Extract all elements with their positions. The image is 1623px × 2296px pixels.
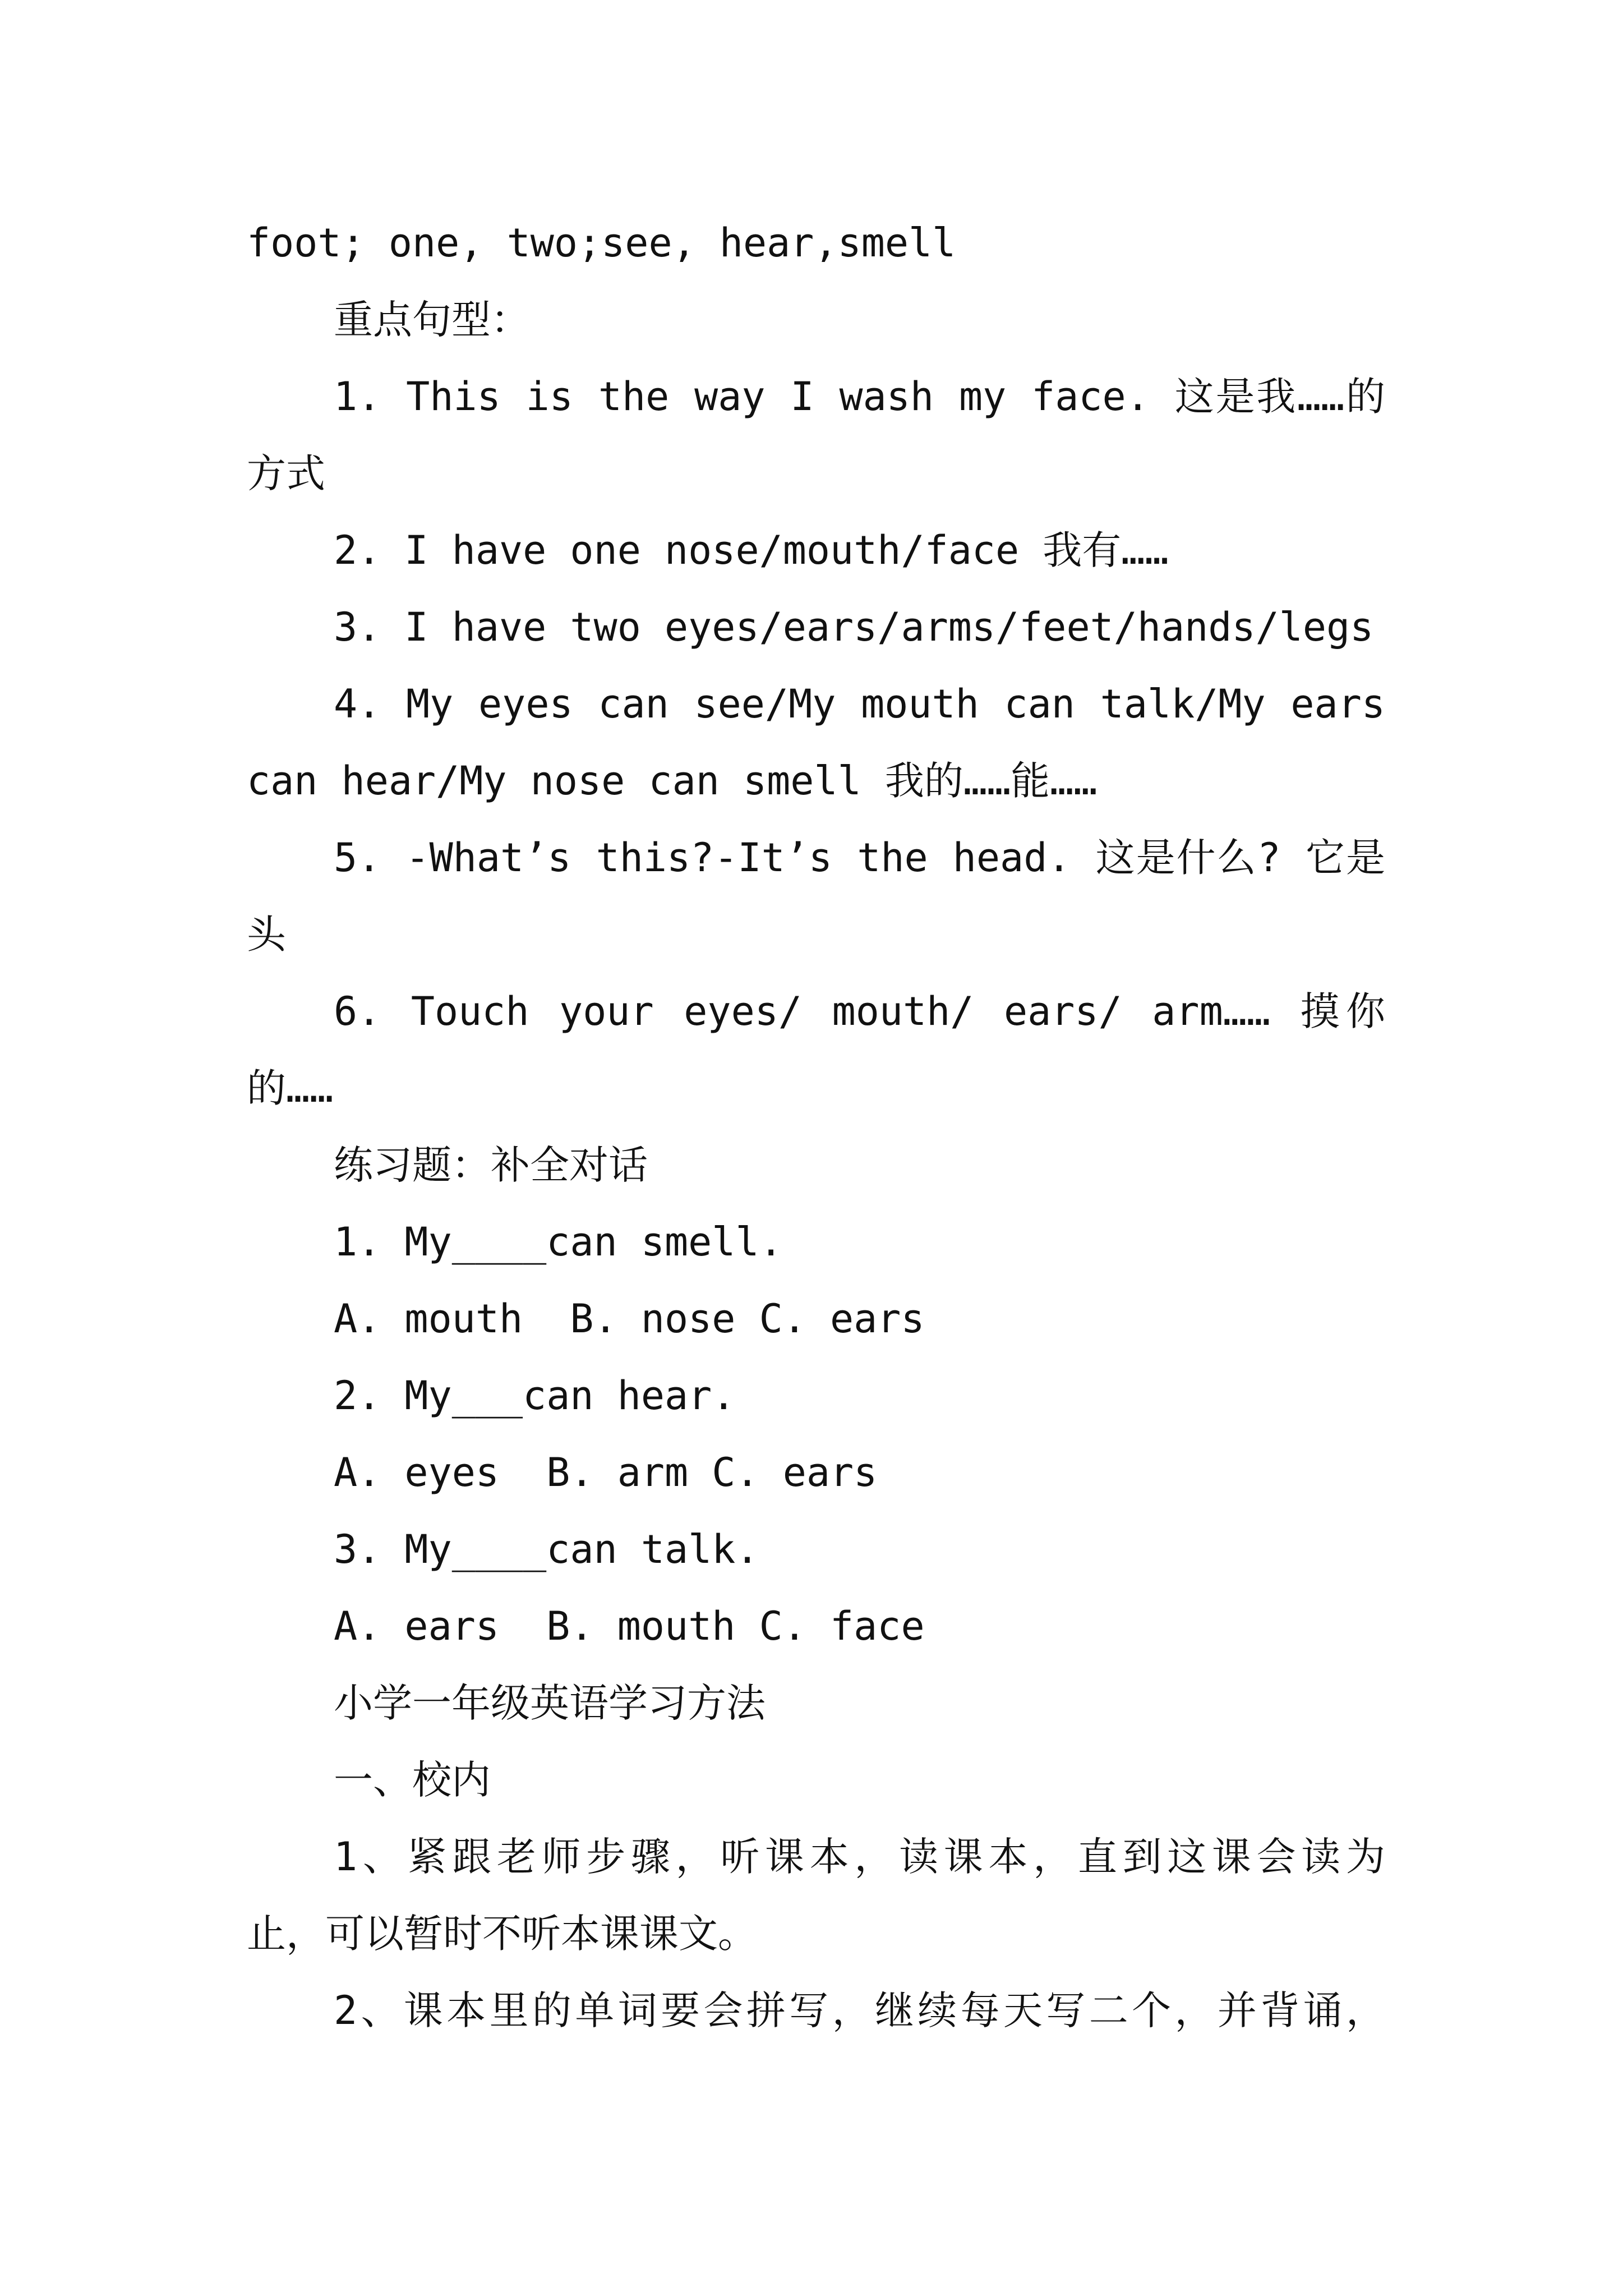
question-1-options: A. mouth B. nose C. ears: [334, 1296, 925, 1342]
method-1-continued: 止，可以暂时不听本课课文。: [247, 1911, 757, 1957]
sentence-6: 6. Touch your eyes/ mouth/ ears/ arm…… 摸你: [334, 988, 1385, 1034]
sentence-4-continued: can hear/My nose can smell 我的……能……: [247, 758, 1098, 804]
sentence-5: 5. -What’s this?-It’s the head. 这是什么? 它是: [334, 835, 1385, 881]
sentence-6-continued: 的……: [247, 1065, 334, 1111]
subheading-in-school: 一、校内: [334, 1757, 491, 1803]
question-1: 1. My____can smell.: [334, 1219, 783, 1265]
sentence-4: 4. My eyes can see/My mouth can talk/My ears: [334, 681, 1385, 727]
heading-exercises: 练习题：补全对话: [334, 1142, 648, 1188]
heading-study-methods: 小学一年级英语学习方法: [334, 1680, 766, 1726]
sentence-2: 2. I have one nose/mouth/face 我有……: [334, 527, 1169, 573]
question-2: 2. My___can hear.: [334, 1373, 736, 1419]
question-3-options: A. ears B. mouth C. face: [334, 1603, 925, 1649]
heading-key-sentences: 重点句型：: [334, 297, 530, 343]
text-line-vocabulary: foot; one, two;see, hear,smell: [247, 220, 956, 266]
sentence-3: 3. I have two eyes/ears/arms/feet/hands/legs: [334, 604, 1374, 650]
method-1: 1、紧跟老师步骤，听课本，读课本，直到这课会读为: [334, 1834, 1385, 1880]
question-3: 3. My____can talk.: [334, 1526, 759, 1572]
sentence-1-continued: 方式: [247, 450, 325, 496]
document-body: [247, 205, 1385, 2049]
question-2-options: A. eyes B. arm C. ears: [334, 1450, 878, 1496]
sentence-5-continued: 头: [247, 912, 286, 958]
method-2: 2、课本里的单词要会拼写，继续每天写二个，并背诵，: [334, 1987, 1385, 2033]
sentence-1: 1. This is the way I wash my face. 这是我……的: [334, 374, 1385, 420]
